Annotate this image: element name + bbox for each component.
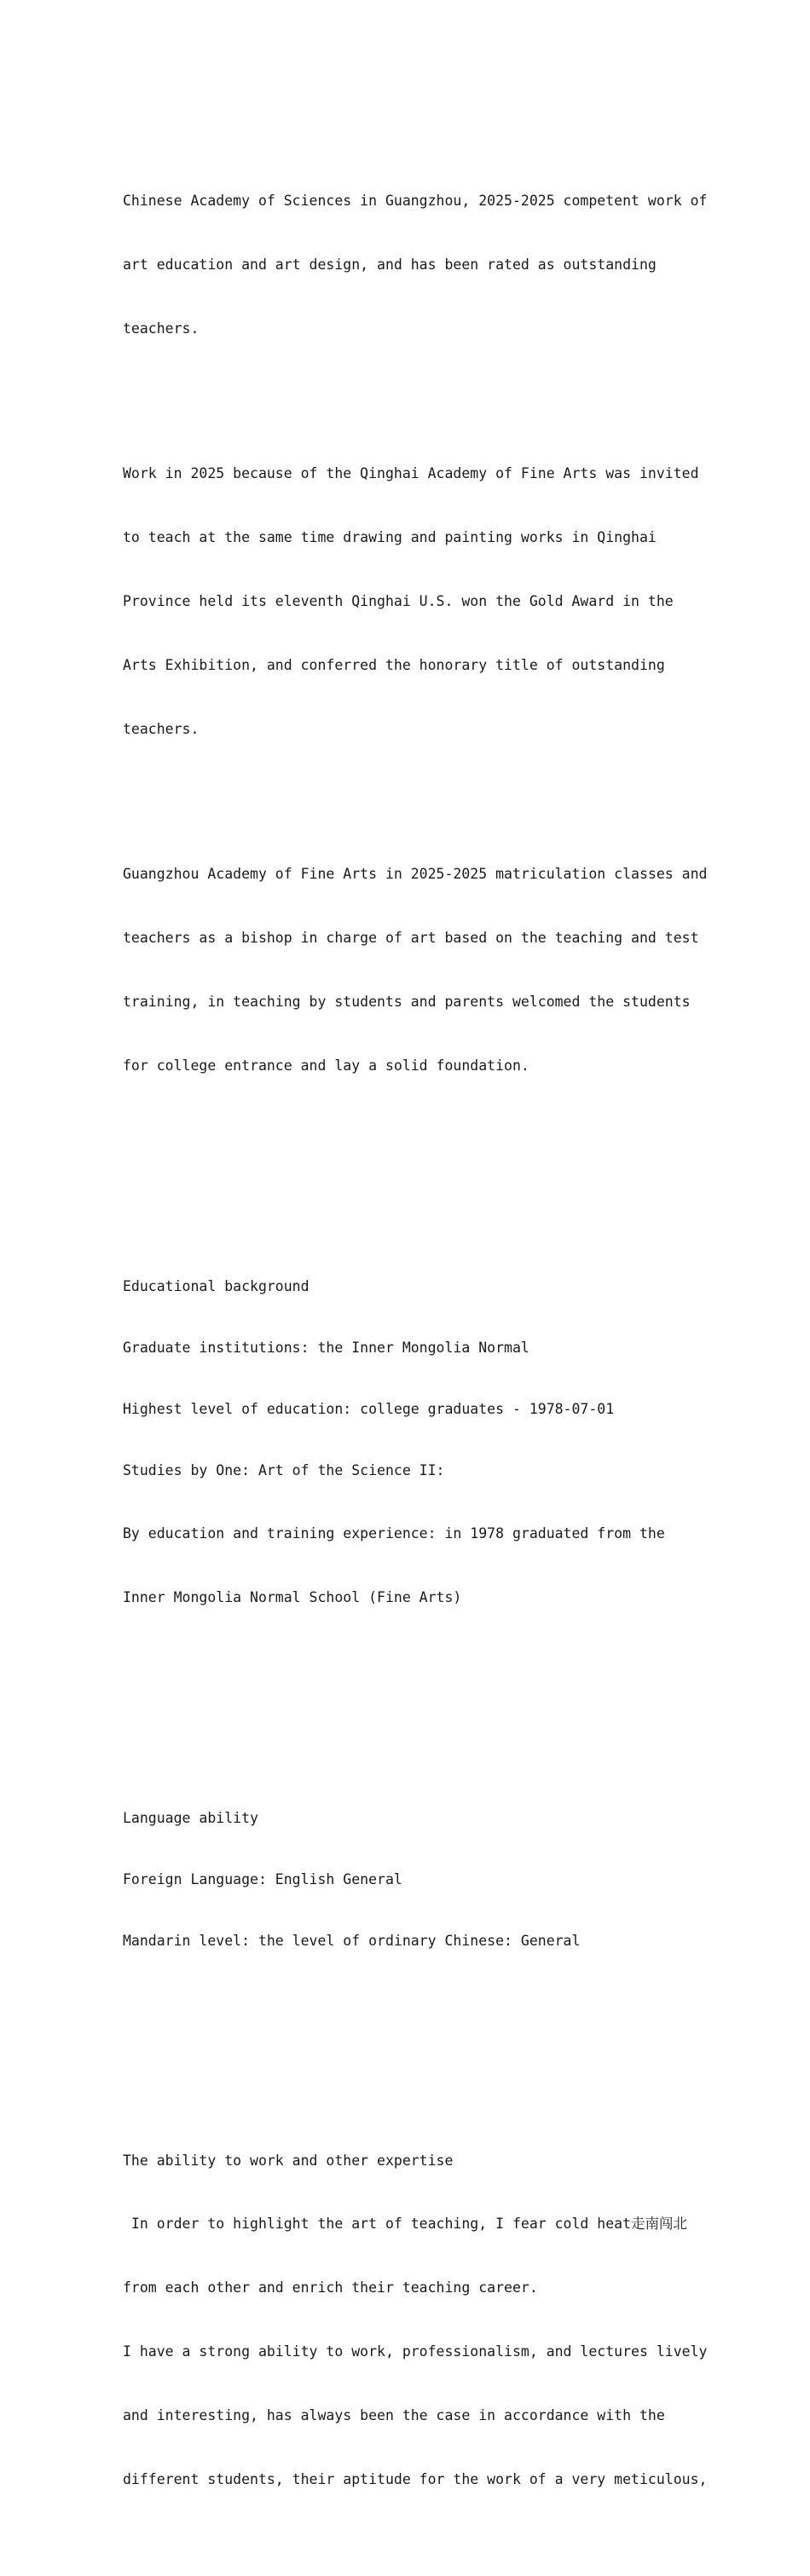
text-line: Arts Exhibition, and conferred the honorary title of outstanding: [123, 657, 665, 673]
text-line: to teach at the same time drawing and painting works in Qinghai: [123, 529, 657, 545]
document-body: [123, 104, 711, 2576]
paragraph-qinghai: [123, 425, 711, 777]
text-line: for college entrance and lay a solid foundation.: [123, 1057, 529, 1074]
text-line: Highest level of education: college graduates - 1978-07-01: [123, 1401, 615, 1417]
text-line: Work in 2025 because of the Qinghai Academy of Fine Arts was invited: [123, 465, 699, 481]
text-line: art education and art design, and has been rated as outstanding: [123, 256, 657, 273]
text-line: teachers.: [123, 320, 200, 337]
text-line: training, in teaching by students and parents welcomed the students: [123, 994, 691, 1010]
section-heading: Language ability: [123, 1810, 258, 1826]
text-line: different students, their aptitude for the work of a very meticulous,: [123, 2471, 708, 2487]
text-line: By education and training experience: in 1978 graduated from the: [123, 1525, 665, 1542]
text-line: Graduate institutions: the Inner Mongolia Normal: [123, 1340, 529, 1356]
section-heading: Educational background: [123, 1278, 310, 1294]
text-line: Foreign Language: English General: [123, 1871, 402, 1887]
text-line: Chinese Academy of Sciences in Guangzhou, 2025-2025 competent work of: [123, 193, 708, 209]
paragraph-guangzhou-fine-arts: [123, 826, 711, 1114]
section-education: [123, 1240, 711, 1645]
spacer: [123, 2037, 711, 2066]
text-line: Mandarin level: the level of ordinary Chinese: General: [123, 1933, 581, 1949]
text-line: I have a strong ability to work, professionalism, and lectures lively: [123, 2343, 708, 2360]
text-line: and interesting, has always been the case in accordance with the: [123, 2407, 665, 2423]
paragraph-guangzhou-cas: [123, 153, 711, 377]
text-line: from each other and enrich their teaching career.: [123, 2279, 538, 2296]
text-line: Studies by One: Art of the Science II:: [123, 1462, 445, 1478]
text-line: In order to highlight the art of teaching, I fear cold heat走南闯北: [123, 2216, 688, 2232]
section-language: [123, 1772, 711, 1988]
spacer: [123, 1162, 711, 1191]
section-expertise: [123, 2114, 711, 2527]
text-line: teachers as a bishop in charge of art based on the teaching and test: [123, 930, 699, 946]
text-line: Inner Mongolia Normal School (Fine Arts): [123, 1589, 462, 1605]
text-line: teachers.: [123, 721, 200, 737]
text-line: Guangzhou Academy of Fine Arts in 2025-2025 matriculation classes and: [123, 866, 708, 882]
spacer: [123, 1694, 711, 1723]
section-heading: The ability to work and other expertise: [123, 2152, 454, 2169]
text-line: Province held its eleventh Qinghai U.S. won the Gold Award in the: [123, 593, 674, 609]
